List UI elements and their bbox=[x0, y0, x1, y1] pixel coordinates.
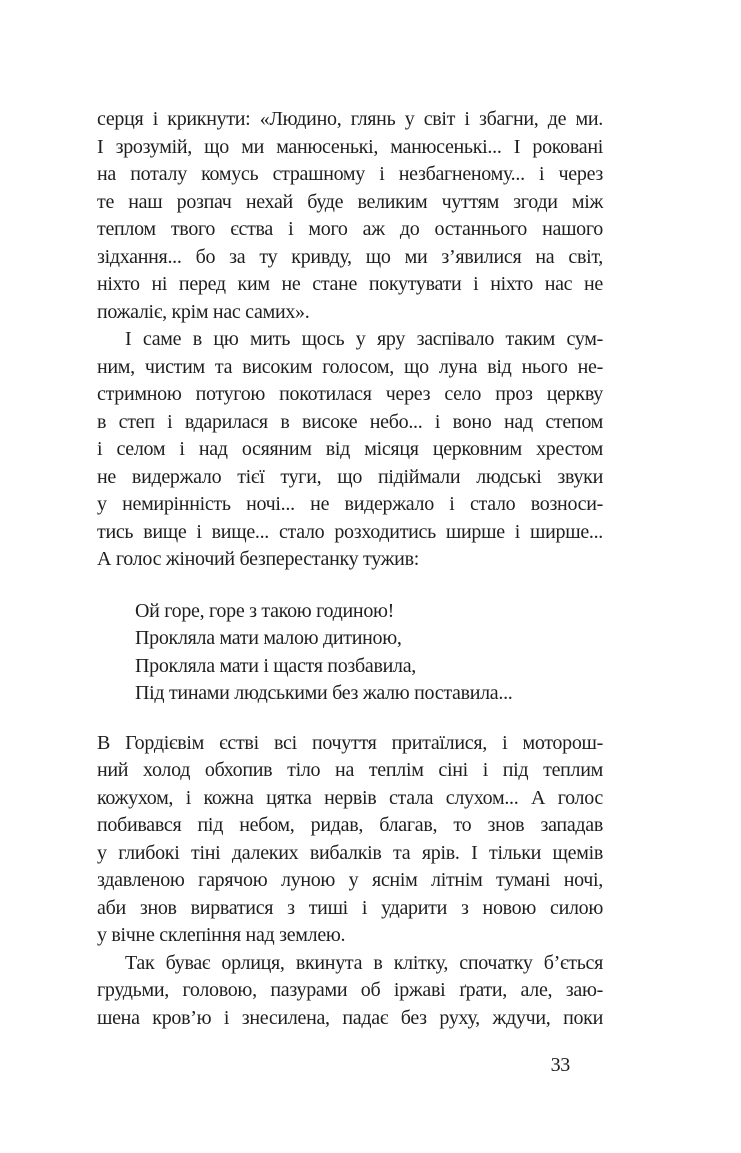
paragraph bbox=[97, 326, 603, 574]
text-line: не видержало тієї туги, що підіймали людські звуки bbox=[97, 465, 603, 488]
paragraph bbox=[97, 106, 603, 326]
text-line: шена кров’ю і знесилена, падає без руху, ждучи, поки bbox=[97, 1006, 603, 1029]
text-line: ніхто ні перед ким не стане покутувати і ніхто нас не bbox=[97, 273, 603, 295]
paragraph bbox=[97, 730, 603, 950]
text-line: ний холод обхопив тіло на теплім сіні і під теплим bbox=[97, 759, 603, 781]
text-line: серця і крикнути: «Людино, глянь у світ і збагни, де ми. bbox=[97, 108, 603, 130]
verse-line: Прокляла мати малою дитиною, bbox=[135, 627, 402, 649]
page-number: 33 bbox=[550, 1054, 570, 1076]
text-line: А голос жіночий безперестанку тужив: bbox=[97, 548, 419, 570]
text-line: зідхання... бо за ту кривду, що ми з’явилися на світ, bbox=[97, 245, 603, 268]
text-line: і селом і над осяяним від місяця церковним хрестом bbox=[97, 438, 603, 460]
text-line: Так буває орлиця, вкинута в клітку, спочатку б’ється bbox=[125, 951, 603, 974]
text-line: побивався під небом, ридав, благав, то знов западав bbox=[97, 814, 603, 836]
verse-stanza bbox=[97, 598, 603, 708]
text-line: у глибокі тіні далеких вибалків та ярів. І тільки щемів bbox=[97, 841, 603, 864]
text-line: стримною потугою покотилася через село проз церкву bbox=[97, 383, 603, 405]
text-block bbox=[97, 106, 603, 1080]
text-line: у немирінність ночі... не видержало і стало возноси- bbox=[97, 493, 603, 515]
text-line: грудьми, головою, пазурами об іржаві ґрати, але, заю- bbox=[97, 979, 603, 1001]
paragraph bbox=[97, 950, 603, 1033]
text-line: І саме в цю мить щось у яру заспівало таким сум- bbox=[125, 328, 603, 350]
text-line: теплом твого єства і мого аж до останнього нашого bbox=[97, 218, 603, 240]
text-line: пожаліє, крім нас самих». bbox=[97, 300, 310, 323]
text-line: кожухом, і кожна цятка нервів стала слухом... А голос bbox=[97, 786, 603, 809]
text-line: І зрозумій, що ми манюсенькі, манюсенькі... І роковані bbox=[97, 135, 603, 158]
text-line: тись вище і вище... стало розходитись ширше і ширше... bbox=[97, 520, 603, 543]
text-line: на поталу комусь страшному і незбагненому... і через bbox=[97, 163, 603, 185]
text-line: те наш розпач нехай буде великим чуттям згоди між bbox=[97, 190, 603, 213]
text-line: у вічне склепіння над землею. bbox=[97, 924, 346, 946]
verse-line: Під тинами людськими без жалю поставила... bbox=[135, 682, 513, 704]
verse-line: Ой горе, горе з такою годиною! bbox=[135, 599, 395, 622]
text-line: ним, чистим та високим голосом, що луна від нього не- bbox=[97, 355, 603, 378]
text-line: аби знов вирватися з тиші і ударити з новою силою bbox=[97, 896, 603, 919]
text-line: в степ і вдарилася в високе небо... і воно над степом bbox=[97, 410, 603, 433]
text-line: здавленою гарячою луною у яснім літнім тумані ночі, bbox=[97, 869, 603, 891]
text-line: В Гордієвім єстві всі почуття притаїлися, і моторош- bbox=[97, 731, 603, 754]
verse-line: Прокляла мати і щастя позбавила, bbox=[135, 654, 416, 677]
